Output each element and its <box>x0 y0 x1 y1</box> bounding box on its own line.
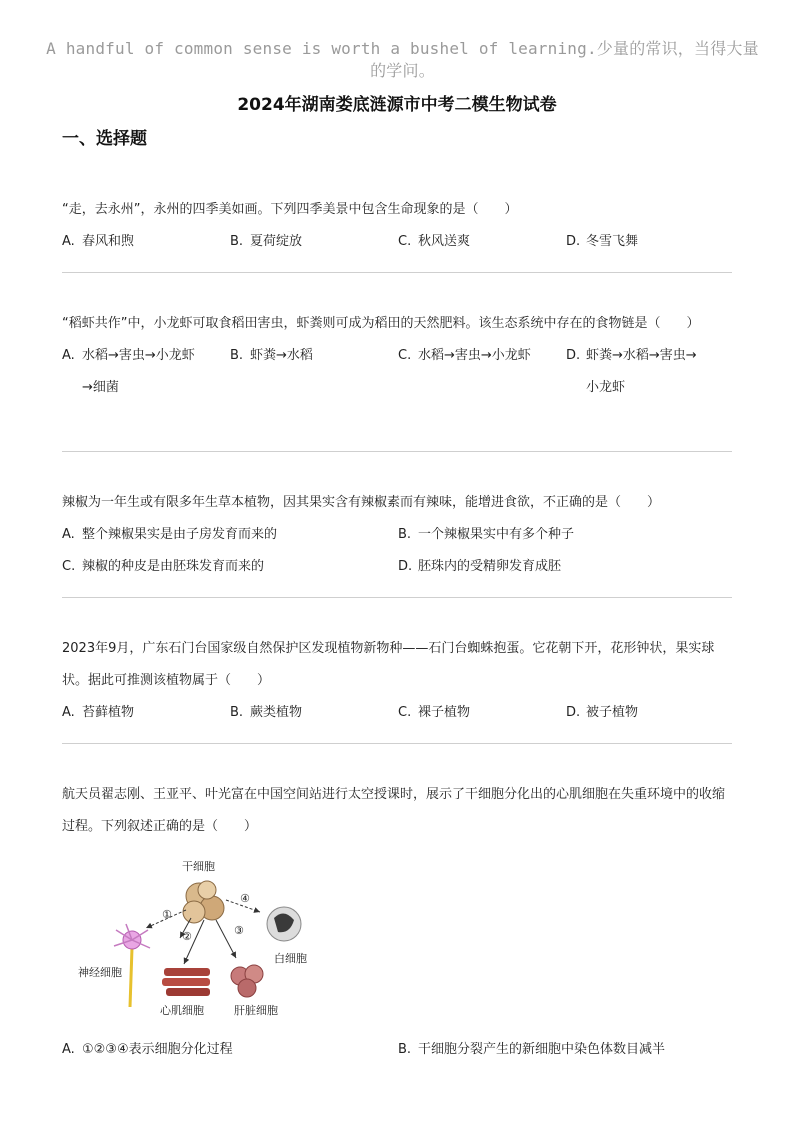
option-d[interactable]: D. 虾粪→水稻→害虫→ 小龙虾 <box>566 348 697 395</box>
page-title: 2024年湖南娄底涟源市中考二模生物试卷 <box>237 95 557 115</box>
option-b[interactable]: B. 夏荷绽放 <box>230 234 303 249</box>
option-a[interactable]: A. ①②③④表示细胞分化过程 <box>62 1042 233 1057</box>
question-stem: 2023年9月，广东石门台国家级自然保护区发现植物新物种——石门台蜘蛛抱蛋。它花朝下开，花形钟状，果实球状。据此可推测该植物属于（ ） <box>62 641 715 688</box>
question-2 <box>62 308 732 404</box>
stem-cell-image <box>183 881 224 923</box>
cardiac-cell-image <box>162 968 210 996</box>
divider <box>62 451 732 452</box>
white-cell-image <box>267 907 301 941</box>
options-row <box>62 697 732 729</box>
option-d[interactable]: D. 胚珠内的受精卵发育成胚 <box>398 559 562 574</box>
option-a[interactable]: A. 整个辣椒果实是由子房发育而来的 <box>62 527 278 542</box>
divider <box>62 272 732 273</box>
divider <box>62 743 732 744</box>
question-5-options <box>62 1034 732 1066</box>
options-row <box>62 340 732 404</box>
question-5 <box>62 779 732 843</box>
step-3-label: ③ <box>234 924 244 937</box>
step-4-label: ④ <box>240 892 250 905</box>
white-cell-label: 白细胞 <box>274 952 307 965</box>
option-b[interactable]: B. 干细胞分裂产生的新细胞中染色体数目减半 <box>398 1042 666 1057</box>
question-stem: “稻虾共作”中，小龙虾可取食稻田害虫，虾粪则可成为稻田的天然肥料。该生态系统中存在的食物链是（ ） <box>62 316 700 331</box>
cell-differentiation-diagram <box>64 852 324 1022</box>
option-d[interactable]: D. 被子植物 <box>566 705 639 720</box>
divider <box>62 597 732 598</box>
liver-cell-image <box>231 965 263 997</box>
section-title: 一、选择题 <box>62 129 147 149</box>
options-row <box>62 1034 732 1066</box>
options-row <box>62 226 732 258</box>
question-4 <box>62 633 732 729</box>
option-a[interactable]: A. 春风和煦 <box>62 234 135 249</box>
question-stem: “走，去永州”，永州的四季美如画。下列四季美景中包含生命现象的是（ ） <box>62 202 518 217</box>
option-a[interactable]: A. 苔藓植物 <box>62 705 135 720</box>
option-c[interactable]: C. 裸子植物 <box>398 705 471 720</box>
question-1 <box>62 194 732 258</box>
option-b[interactable]: B. 虾粪→水稻 <box>230 348 313 363</box>
option-b[interactable]: B. 蕨类植物 <box>230 705 303 720</box>
question-stem: 航天员翟志刚、王亚平、叶光富在中国空间站进行太空授课时，展示了干细胞分化出的心肌细胞在失重环境中的收缩过程。下列叙述正确的是（ ） <box>62 787 726 834</box>
step-1-label: ① <box>162 908 172 921</box>
question-3 <box>62 487 732 583</box>
option-c[interactable]: C. 秋风送爽 <box>398 234 471 249</box>
options-row <box>62 519 732 551</box>
option-b[interactable]: B. 一个辣椒果实中有多个种子 <box>398 527 575 542</box>
nerve-cell-label: 神经细胞 <box>78 966 122 979</box>
options-row <box>62 551 732 583</box>
liver-cell-label: 肝脏细胞 <box>234 1004 278 1017</box>
question-stem: 辣椒为一年生或有限多年生草本植物，因其果实含有辣椒素而有辣味，能增进食欲，不正确的是（ ） <box>62 495 661 510</box>
option-d[interactable]: D. 冬雪飞舞 <box>566 234 639 249</box>
stem-cell-label: 干细胞 <box>182 860 215 873</box>
watermark: A handful of common sense is worth a bushel of learning.少量的常识，当得大量的学问。 <box>46 39 759 80</box>
option-a[interactable]: A. 水稻→害虫→小龙虾 →细菌 <box>62 348 195 395</box>
option-c[interactable]: C. 辣椒的种皮是由胚珠发育而来的 <box>62 559 265 574</box>
cardiac-cell-label: 心肌细胞 <box>160 1004 204 1017</box>
step-2-label: ② <box>182 930 192 943</box>
option-c[interactable]: C. 水稻→害虫→小龙虾 <box>398 348 531 363</box>
